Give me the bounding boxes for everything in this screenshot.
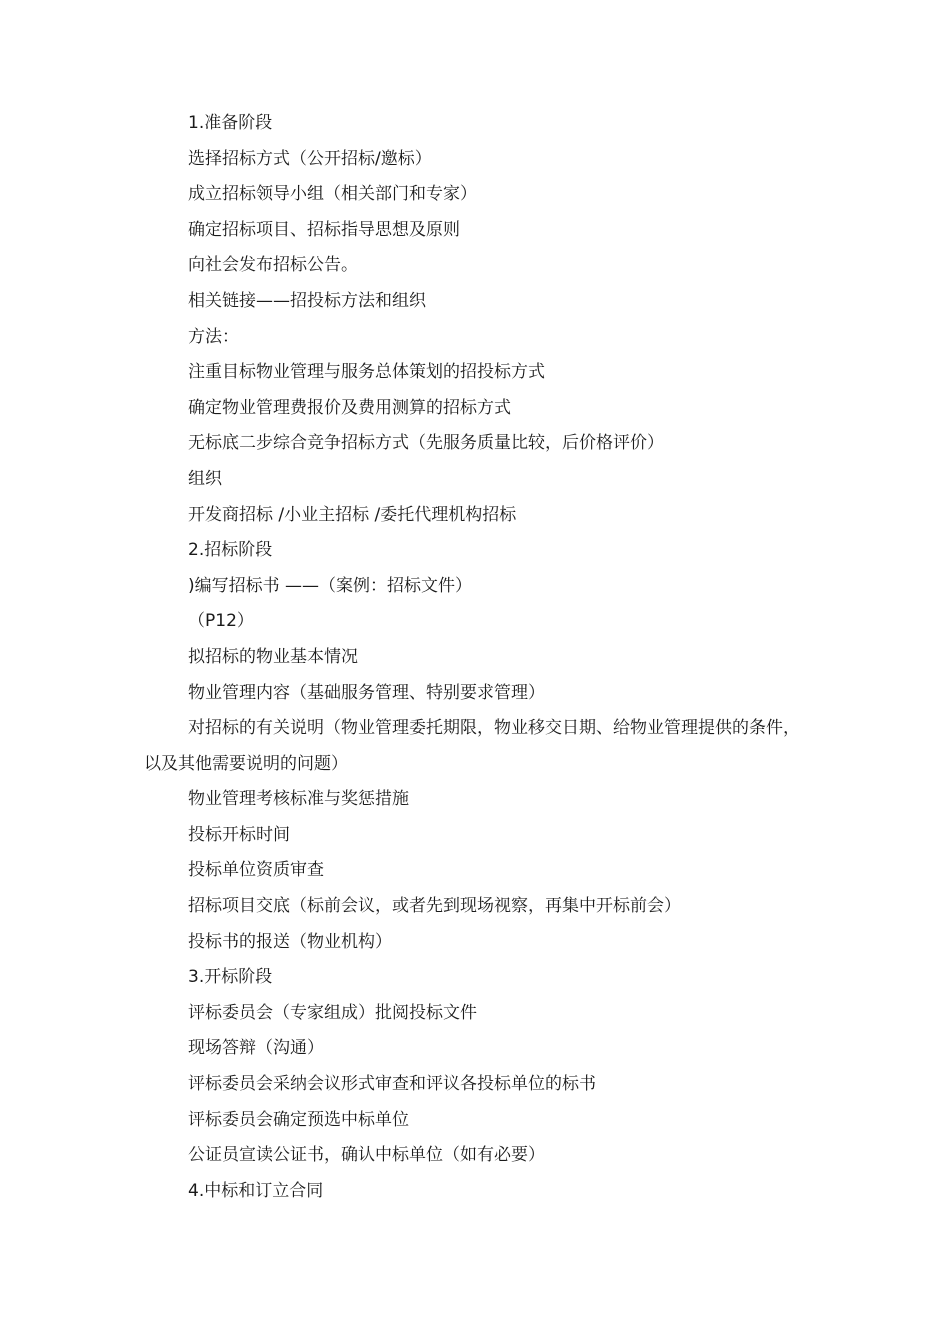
paragraph: 评标委员会采纳会议形式审查和评议各投标单位的标书 xyxy=(188,1074,596,1095)
paragraph: 招标项目交底（标前会议，或者先到现场视察，再集中开标前会） xyxy=(188,896,681,917)
heading-prep-stage: 1.准备阶段 xyxy=(188,113,273,133)
paragraph: 注重目标物业管理与服务总体策划的招投标方式 xyxy=(188,362,545,383)
paragraph: )编写招标书 ——（案例：招标文件） xyxy=(188,575,473,596)
paragraph: 公证员宣读公证书，确认中标单位（如有必要） xyxy=(188,1145,545,1166)
heading-bidding-stage: 2.招标阶段 xyxy=(188,540,273,561)
paragraph: 评标委员会确定预选中标单位 xyxy=(188,1109,409,1130)
paragraph: 现场答辩（沟通） xyxy=(188,1038,324,1059)
paragraph: 相关链接——招投标方法和组织 xyxy=(188,290,426,311)
paragraph: 拟招标的物业基本情况 xyxy=(188,646,358,667)
heading-opening-stage: 3.开标阶段 xyxy=(188,967,273,988)
paragraph: 无标底二步综合竞争招标方式（先服务质量比较，后价格评价） xyxy=(188,433,664,454)
paragraph: 方法： xyxy=(188,326,239,347)
paragraph: 开发商招标 /小业主招标 /委托代理机构招标 xyxy=(188,504,517,525)
paragraph: 投标开标时间 xyxy=(188,824,290,845)
heading-award-stage: 4.中标和订立合同 xyxy=(188,1180,324,1201)
paragraph: 物业管理考核标准与奖惩措施 xyxy=(188,789,409,810)
paragraph: 向社会发布招标公告。 xyxy=(188,255,358,276)
paragraph: 投标书的报送（物业机构） xyxy=(188,931,392,952)
paragraph: 确定招标项目、招标指导思想及原则 xyxy=(188,219,460,240)
paragraph: 选择招标方式（公开招标/邀标） xyxy=(188,148,432,169)
paragraph: 确定物业管理费报价及费用测算的招标方式 xyxy=(188,397,511,418)
paragraph: 成立招标领导小组（相关部门和专家） xyxy=(188,184,477,205)
paragraph: （P12） xyxy=(188,611,254,632)
paragraph-wrapped: 对招标的有关说明（物业管理委托期限，物业移交日期、给物业管理提供的条件，以及其他需要说明的问题） xyxy=(144,718,800,774)
paragraph: 组织 xyxy=(188,468,222,489)
document-body xyxy=(144,106,814,1209)
paragraph: 物业管理内容（基础服务管理、特别要求管理） xyxy=(188,682,545,703)
paragraph: 评标委员会（专家组成）批阅投标文件 xyxy=(188,1002,477,1023)
paragraph: 投标单位资质审查 xyxy=(188,860,324,881)
